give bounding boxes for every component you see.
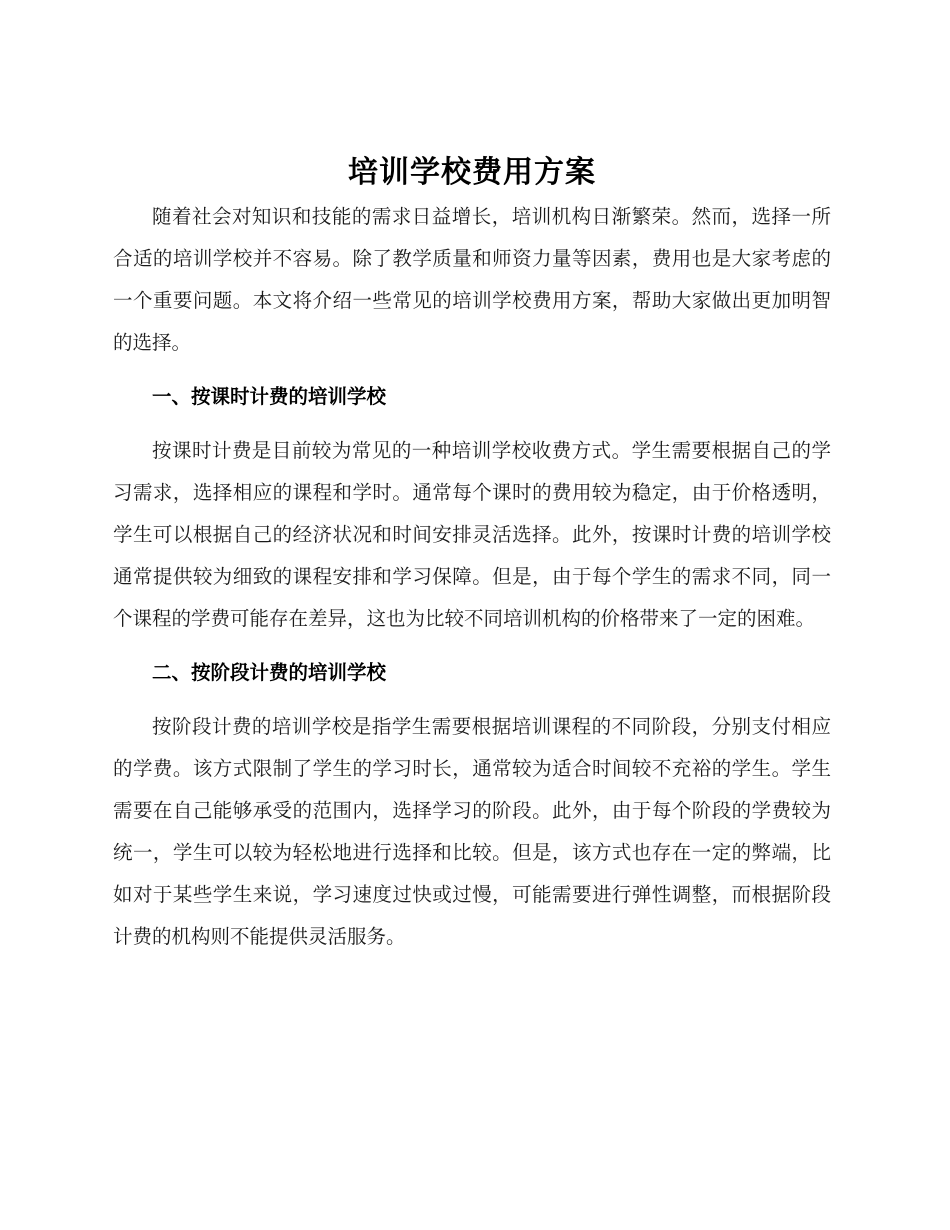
spacer bbox=[113, 694, 831, 706]
section-heading-per-stage: 二、按阶段计费的培训学校 bbox=[152, 661, 387, 684]
spacer bbox=[113, 364, 831, 376]
spacer bbox=[113, 418, 831, 430]
document-title: 培训学校费用方案 bbox=[348, 155, 596, 190]
section-body-per-lesson: 按课时计费是目前较为常见的一种培训学校收费方式。学生需要根据自己的学习需求，选择相应的课程和学时。通常每个课时的费用较为稳定，由于价格透明，学生可以根据自己的经济状况和时间安排灵活选择。此外，按课时计费的培训学校通常提供较为细致的课程安排和学习保障。但是，由于每个学生的需求不同，同一个课程的学费可能存在差异，这也为比较不同培训机构的价格带来了一定的困难。 bbox=[113, 439, 831, 630]
spacer bbox=[113, 640, 831, 652]
document-page bbox=[113, 150, 831, 958]
section-heading-per-lesson: 一、按课时计费的培训学校 bbox=[152, 385, 387, 408]
section-body-per-stage: 按阶段计费的培训学校是指学生需要根据培训课程的不同阶段，分别支付相应的学费。该方式限制了学生的学习时长，通常较为适合时间较不充裕的学生。学生需要在自己能够承受的范围内，选择学习的阶段。此外，由于每个阶段的学费较为统一，学生可以较为轻松地进行选择和比较。但是，该方式也存在一定的弊端，比如对于某些学生来说，学习速度过快或过慢，可能需要进行弹性调整，而根据阶段计费的机构则不能提供灵活服务。 bbox=[113, 715, 831, 948]
intro-paragraph: 随着社会对知识和技能的需求日益增长，培训机构日渐繁荣。然而，选择一所合适的培训学校并不容易。除了教学质量和师资力量等因素，费用也是大家考虑的一个重要问题。本文将介绍一些常见的培训学校费用方案，帮助大家做出更加明智的选择。 bbox=[113, 205, 831, 354]
